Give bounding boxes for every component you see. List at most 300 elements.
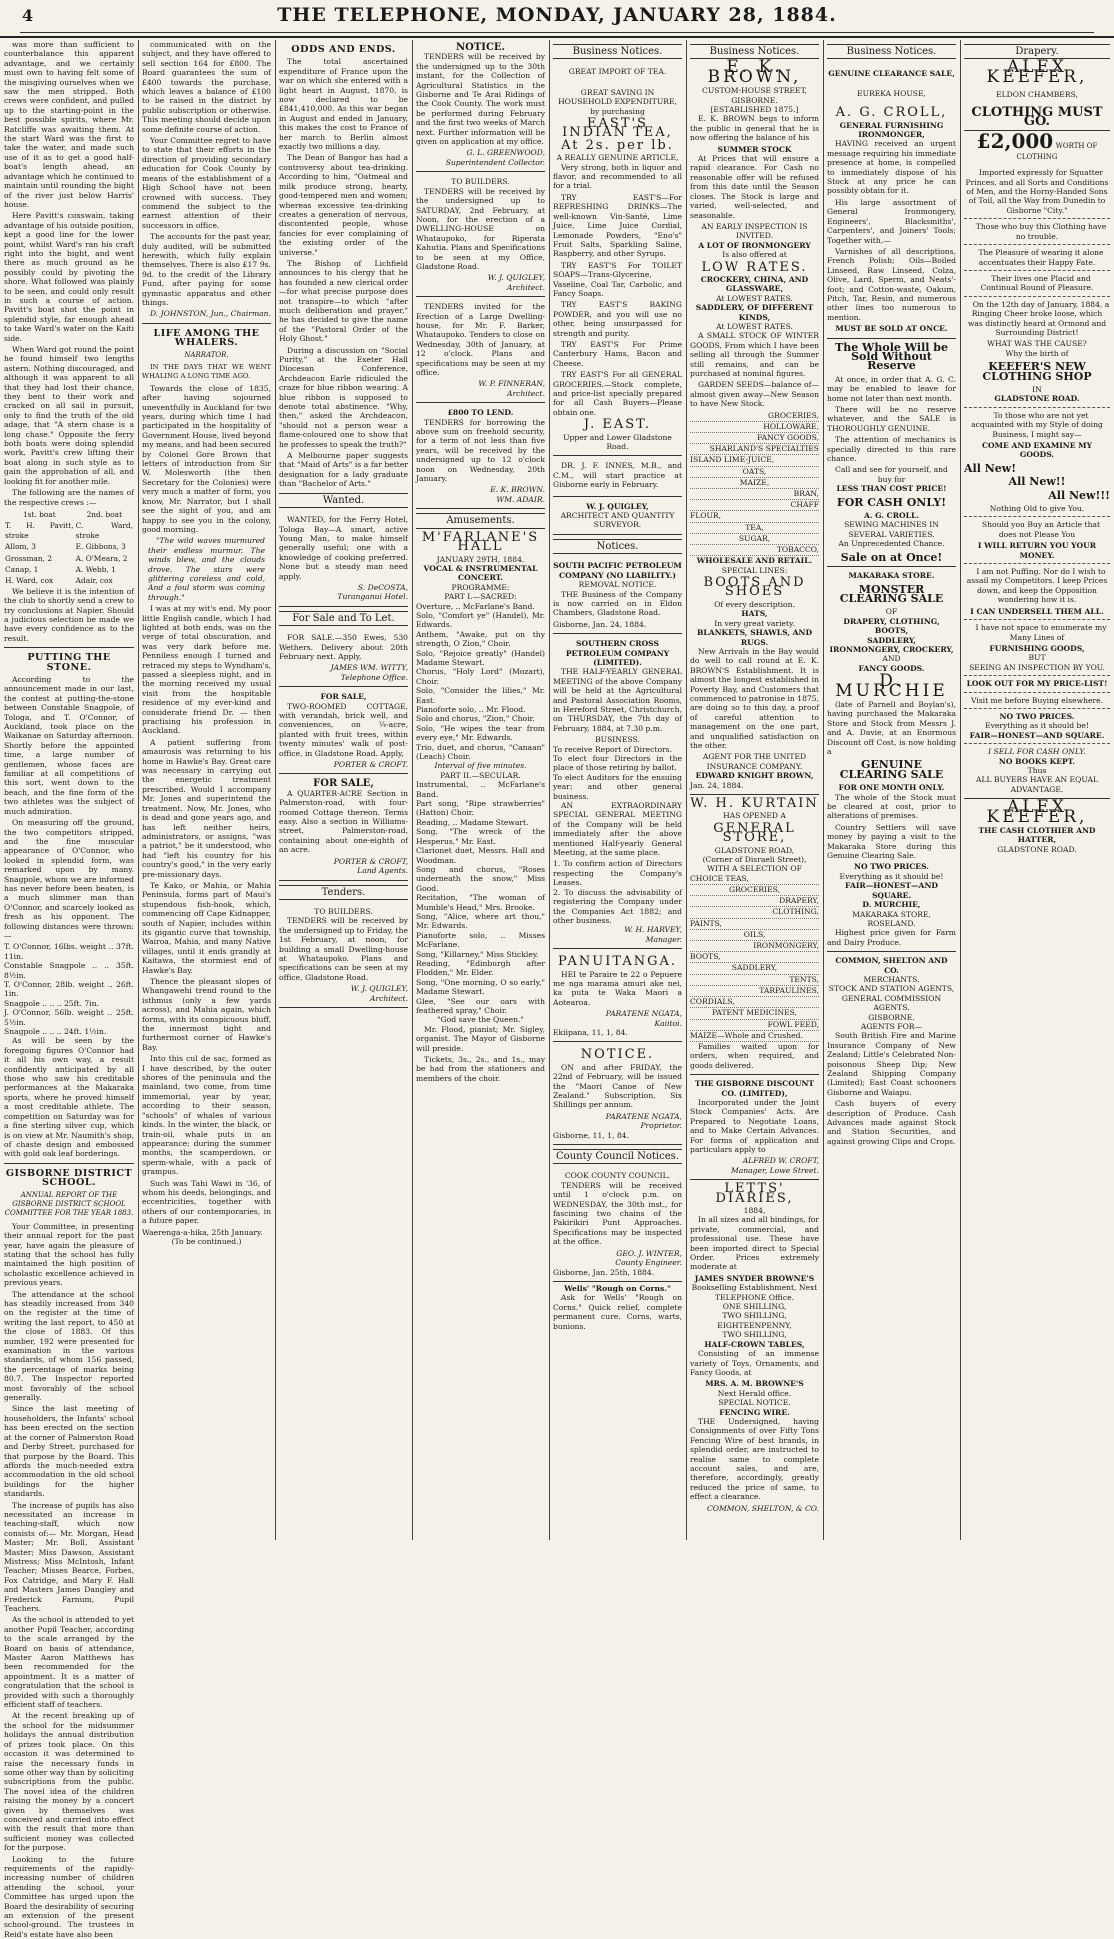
ad-item: To elect Auditors for the ensuing year; and other general business. [553, 772, 682, 801]
article-paragraph: Your Committee, in presenting their annual report for the past year, have again the pleasure of stating that the school has fully maintained the high position of scholastic excellence achieved in previous years. [4, 1221, 134, 1288]
ad-text: TRY EAST'S For TOILET SOAPS—Trans-Glycerine, Vaseline, Coal Tar, Carbolic, and Fancy Soaps. [553, 260, 682, 298]
ad-subheading: THE CASH CLOTHIER AND HATTER, [978, 826, 1096, 845]
goods-item: ISLAND LIME-JUICE, [690, 455, 819, 466]
programme-item: Reading, "Edinburgh after Flodden," Mr. Elder. [416, 958, 545, 978]
goods-item: TEA, [690, 523, 819, 534]
ad-headline: All New! [964, 461, 1017, 475]
masthead [0, 0, 1114, 38]
article-headline: LIFE AMONG THE WHALERS. [153, 327, 260, 349]
ad-text: (late of Parnell and Boylan's), having purchased the Makaraka Store and Stock from Messrs J. and A. Davie, at an Enormous Discount off Cost, is now holding a [827, 699, 956, 756]
ad-text: TWO-ROOMED COTTAGE, with verandah, brick well, and conveniences, on ¼-acre, planted with fruit trees, within twenty minutes' walk of post-office, in Gladstone Road. Apply, [279, 701, 408, 758]
crew-cell: A. Webb, 1 [75, 564, 116, 574]
article-paragraph: A patient suffering from amaurosis was returning to his home in Hawke's Bay. Great care was necessary in carrying out the energetic treatment prescribed. Would I accompany Mr. Jones and superintend the treatment. Now, Mr. Jones, who is dead and gone years ago, and has left neither heirs, administrators, or assigns, "was a patriot," be it understood, who had "left his country for his country's good," in the very early pre-missionary days. [142, 737, 271, 879]
classified-ad [279, 776, 408, 880]
ad-heading: SADDLERY, OF DIFFERENT KINDS, [695, 303, 814, 322]
goods-item: SHARLAND'S SPECIALTIES [690, 444, 819, 455]
section-header: Tenders. [279, 885, 408, 900]
ad-signature: W. J. QUIGLEY, [487, 273, 545, 283]
ad-heading: GLADSTONE ROAD. [994, 394, 1080, 404]
ad-text: TENDERS for borrowing the above sum on freehold security, for a term of not less than five years, will be received by the undersigned up to 12 o'clock noon on Wednesday, 20th January. [416, 417, 545, 484]
ad-heading: FOR SALE, [313, 778, 374, 790]
ad-text: FOR SALE.—350 Ewes, 530 Wethers. Delivery about 20th February next. Apply, [279, 633, 408, 661]
column-5 [553, 40, 682, 1540]
ad-headline: EAST'S INDIAN TEA, [562, 116, 673, 141]
article-paragraph: IN THE DAYS THAT WE WENT WHALING A LONG TIME AGO. [142, 363, 271, 381]
goods-item: TARPAULINES, [690, 986, 819, 997]
classified-ad [553, 558, 682, 634]
classified-ad [553, 951, 682, 1042]
article-paragraph: At the recent breaking up of the school for the midsummer holidays the annual distribution of prizes took place. On this occasion it was determined to raise the necessary funds in some other way than by soliciting subscriptions from the public. The novel idea of the children raising the money by a concert given by themselves was conceived and carried into effect with the result that more than sufficient money was collected for the purpose. [4, 1711, 134, 1853]
ad-text: GENERAL COMMISSION AGENTS. [841, 993, 942, 1013]
throw-result: T. O'Connor, 16lbs. weight .. 37ft. 11in. [4, 942, 134, 961]
ad-subheading: BUSINESS. [595, 735, 640, 745]
ad-text: Imported expressly for Squatter Princes, and all Sorts and Conditions of Men, and the Horny-Handed Sons of Toil, all the Way from Dunedin to Gisborne "City." [965, 168, 1109, 215]
ad-headline: GENUINE CLEARANCE SALE, [828, 69, 955, 79]
programme-item: Song, "Killarney," Miss Stickley. [416, 949, 539, 959]
crew-cell: E. Gibbons, 3 [75, 542, 126, 552]
goods-item: SADDLERY, [690, 963, 819, 974]
classified-ad [553, 458, 682, 496]
ad-heading: FOR SALE, [320, 692, 367, 702]
ad-heading: FURNISHING GOODS, [989, 643, 1085, 653]
ad-price: £2,000 [976, 129, 1054, 154]
ad-heading: BLANKETS, SHAWLS, AND RUGS. [696, 628, 813, 647]
ad-text: STOCK AND STATION AGENTS, [828, 984, 955, 994]
ad-text: THE Business of the Company is now carried on in Eldon Chambers, Gladstone Road. [553, 589, 682, 618]
programme-item: Glee, "See our oars with feathered spray," Choir. [416, 996, 545, 1015]
ad-signature: W. P. FINNERAN, [478, 379, 545, 389]
concert-date: JANUARY 29TH, 1884. [436, 554, 525, 564]
ad-subheading: AGENTS FOR— [860, 1021, 923, 1031]
goods-item: OATS, [690, 467, 819, 478]
goods-list [690, 874, 819, 1042]
ad-signature: W. H. HARVEY, [624, 925, 682, 935]
ad-heading: LOW RATES. [701, 259, 808, 275]
section-header: Business Notices. [690, 44, 819, 59]
ad-text: I have not space to enumerate my Many Lines of [975, 623, 1107, 642]
masthead-rule [20, 32, 1094, 33]
crew-cell: C. Ward, stroke [75, 521, 133, 540]
dateline: Waerenga-a-hika, 25th January. [142, 1227, 263, 1237]
ad-text: At Prices that will ensure a rapid clearance. For Cash no reasonable offer will be refused from this date until the Season closes. The Stock is large and varied, well-selected, and seasonable. [690, 154, 819, 220]
ad-text: SEEING AN INSPECTION BY YOU. [969, 662, 1105, 672]
section-header: Drapery. [964, 44, 1110, 59]
programme-item: Clarionet duet, Messrs. Hall and Woodman. [416, 846, 545, 865]
ad-text: Ask for Wells' "Rough on Corns." Quick relief, complete permanent cure. Corns, warts, bunions. [553, 1293, 682, 1331]
ad-text: GARDEN SEEDS—balance of—almost given away—New Season to have New Stock. [690, 380, 819, 409]
ad-heading: I WILL RETURN YOU YOUR MONEY. [977, 541, 1097, 560]
section-header: Notices. [553, 539, 682, 554]
ad-heading: BOOTS AND SHOES [703, 575, 806, 600]
article-paragraph: The increase of pupils has also necessitated an increase in teaching-staff, which now consists of:— Mr. Morgan, Head Master; Mr. Boll, Assistant Master; Miss Dawson, Assistant Mistress; Miss McIntosh, Infant Teacher; Misses Bearce, Forbes, Fox Catridge, and Mary F. Hall and Masters James Dangley and Frederick Farnum, Pupil Teachers. [4, 1500, 134, 1613]
article-paragraph: Since the last meeting of householders, the Infants' school has been erected on the section at the corner of Palmerston Road and Derby Street, purchased for that purpose by the Board. This affords the much-needed extra accommodation in the old school buildings for the higher standards. [4, 1404, 134, 1499]
ad-text: ARCHITECT AND QUANTITY SURVEYOR. [560, 511, 675, 530]
ad-item: To elect four Directors in the place of those retiring by ballot. [553, 754, 682, 773]
ad-heading: FANCY GOODS. [858, 663, 925, 673]
ad-heading: HATS, [741, 609, 768, 619]
section-header: Amusements. [416, 513, 545, 528]
ad-text: Incorporated under the Joint Stock Companies' Acts. Are Prepared to Negotiate Loans, and to Make Certain Advances. For forms of application and particulars apply to [690, 1097, 819, 1154]
programme-item: Recitation, "The woman of Mumble's Head," Mrs. Brooke. [416, 893, 545, 912]
ad-heading: COOK COUNTY COUNCIL. [564, 1171, 671, 1181]
ad-signature: Telephone Office. [340, 672, 408, 682]
ad-heading: THE GISBORNE DISCOUNT CO. (LIMITED), [694, 1079, 815, 1098]
crew-table [4, 509, 134, 587]
ad-text: AN EXTRAORDINARY SPECIAL GENERAL MEETING of the Company will be held immediately after the above mentioned Half-yearly General Meeting, at the same place. [553, 801, 682, 858]
ad-date: Jan. 24, 1884. [690, 780, 744, 790]
ad-text: There will be no reserve whatever, and the SALE is THOROUGHLY GENUINE. [827, 405, 956, 433]
ad-signature: J. EAST. [583, 417, 652, 433]
crew-cell: H. Ward, cox [5, 576, 54, 586]
divider [964, 244, 1110, 245]
ad-text: THE Undersigned, having Consignments of over Fifty Tons Fencing Wire of best brands, in splendid order, are instructed to realise same to complete account sales, and are, therefore, accordingly, greatly reduced the price of same, to effect a clearance. [690, 1416, 819, 1502]
ad-subheading: CUSTOM-HOUSE STREET, GISBORNE. [702, 86, 807, 105]
divider [964, 619, 1110, 620]
ad-heading: JAMES SNYDER BROWNE'S [694, 1273, 815, 1283]
ad-date: Gisborne, Jan. 24, 1884. [553, 619, 647, 629]
ad-text: Those who buy this Clothing have no trouble. [975, 222, 1107, 241]
ad-text: Cash buyers of every description of Produce. Cash Advances made against Stock and Station Securities, and against growing Clips and Crops. [827, 1099, 956, 1146]
ad-signature: W. J. QUIGLEY, [350, 984, 408, 994]
divider [964, 218, 1110, 219]
programme-item: Solo, "Rejoice greatly" (Handel) Madame Stewart. [416, 648, 545, 667]
ad-text: AND [882, 654, 901, 664]
divider [690, 1179, 819, 1180]
ad-text: Visit me before Buying elsewhere. [970, 695, 1104, 705]
goods-item: GROCERIES, [690, 885, 819, 896]
ad-heading: HALF-CROWN TABLES, [704, 1339, 805, 1349]
ad-signature: A. G. CROLL. [864, 511, 919, 521]
ad-heading: TO BUILDERS. [314, 906, 373, 916]
ad-signature: COMMON, SHELTON, & CO. [706, 1503, 819, 1513]
ad-text: THE HALF-YEARLY GENERAL MEETING of the above Company will be held at the Agricultural and Pastoral Association Rooms, in Hereford Street, Christchurch, on THURSDAY, the 7th day of February, 1884, at 7.30 p.m. [553, 667, 682, 733]
ad-heading: GENERAL STORE, [713, 820, 796, 846]
ad-signature: D. MURCHIE, [862, 900, 921, 910]
ad-headline: Sale on at Once! [840, 550, 943, 564]
ad-signature: Turanganui Hotel. [337, 592, 408, 602]
classified-ad [416, 40, 545, 172]
divider [827, 338, 956, 339]
goods-item: FANCY GOODS, [690, 433, 819, 444]
ad-signature: Manager, Lowe Street. [730, 1165, 819, 1175]
ad-signature: Architect. [370, 993, 408, 1003]
article-paragraph: The attendance at the school has steadily increased from 340 on the register at the time of writing the last report, to 450 at the close of 1883. Of this number, 192 were presented for examination in the various standards, of whom 156 passed, the percentage of marks being 80.7. The Inspector reported most favorably of the school generally. [4, 1289, 134, 1403]
article-paragraph: We believe it is the intention of the club to shortly send a crew to try conclusions at Napier. Should a judicious selection be made we have every confidence as to the result. [4, 586, 134, 643]
ad-text: (Corner of Disraeli Street), [702, 855, 807, 865]
article-paragraph: As will be seen by the foregoing figures O'Connor had it all his own way, a result confidently anticipated by all those who saw his creditable performances at the Makaraka sports, where he proved himself a most creditable athlete. The competition on Saturday was for a fine sterling silver cup, which is on view at Mr. Naumith's shop, of chaste design and embossed with gold oak leaf borderings. [4, 1036, 134, 1159]
ad-text: New Arrivals in the Bay would do well to call round at E. K. BROWN'S Establishment. It is almost the longest established in Poverty Bay, and Customers that commenced to patronise in 1875, are doing so to this day, a proof of careful attention to management on the one part, and unqualified satisfaction on the other. [690, 646, 819, 750]
programme-label: PROGRAMME: [451, 582, 510, 592]
ad-heading: A LOT OF IRONMONGERY [698, 240, 811, 250]
article-paragraph: The Bishop of Lichfield announces to his clergy that he has founded a new clerical order—for what precise purpose does not transpire—to which "after much deliberation and prayer," he has decided to give the name of the "Pastoral Order of the Holy Ghost." [279, 258, 408, 344]
page-number: 4 [22, 6, 34, 25]
ad-text: ALL BUYERS HAVE AN EQUAL ADVANTAGE. [975, 775, 1099, 794]
column-rule [412, 40, 413, 1540]
divider [4, 1163, 134, 1164]
ad-signature: JAMES WM. WITTY, [330, 663, 408, 673]
programme-item: Instrumental, .. McFarlane's Band. [416, 780, 545, 799]
column-7 [827, 40, 956, 1540]
ad-signature: S. DeCOSTA, [357, 582, 408, 592]
crew-cell: Grossman, 2 [5, 553, 53, 563]
ad-text: Thus [1027, 765, 1047, 775]
article-paragraph: As the school is attended to yet another Pupil Teacher, according to the scale arranged by the Board on basis of attendance, Master Aaron Matthews has been recommended for the appointment. It is a matter of congratulation that the school is provided with such a thoroughly efficient staff of teachers. [4, 1615, 134, 1710]
ad-heading: FOR ONE MONTH ONLY. [838, 783, 945, 793]
ad-heading: LOOK OUT FOR MY PRICE-LIST! [966, 679, 1108, 689]
goods-item: CORDIALS, [690, 997, 819, 1008]
article-paragraph: Such was Tahi Wawi in '36, of whom his deeds, belongings, and eccentricities, together with others of our contemporaries, in a future paper. [142, 1178, 271, 1226]
goods-item: DRAPERY, [690, 896, 819, 907]
ad-text: Next Herald office. [717, 1388, 792, 1398]
ad-headline: LETTS' DIARIES, [715, 1181, 794, 1206]
ad-text: E. K. BROWN begs to inform the public in general that he is now offering the balance of his [690, 114, 819, 143]
programme-item: Overture, .. McFarlane's Band. [416, 601, 535, 611]
ad-signature: Proprietor. [640, 1121, 682, 1131]
ad-text: At LOWEST RATES. [716, 293, 793, 303]
ad-text: In all sizes and all bindings, for private, commercial, and professional use. These have been imported direct to Special Order. Prices extremely moderate at [690, 1215, 819, 1272]
ad-text: South British Fire and Marine Insurance Company of New Zealand; Little's Celebrated Non-poisonous Sheep Dip; New Zealand Shipping Company (Limited); East Coast schooners Gisborne and Waiapu. [827, 1031, 956, 1097]
concert-note: Tickets, 3s., 2s., and 1s., may be had from the stationers and members of the choir. [416, 1055, 545, 1083]
ad-heading: NOTICE. [580, 1047, 655, 1063]
ad-headline: E. K. BROWN, [707, 57, 802, 87]
programme-item: Solo, "Consider the lilies," Mr. East. [416, 686, 545, 705]
goods-list [690, 411, 819, 557]
ad-date: Ekiipana, 11, 1, 84. [553, 1027, 628, 1037]
goods-item: HOLLOWARE, [690, 422, 819, 433]
ad-text: TENDERS will be received by the undersigned up to Friday, the 1st February, at noon, for building a small Dwelling-house at Whataupoko. Plans and specifications can be seen at my office, Gladstone Road. [279, 916, 408, 982]
programme-item: "God save the Queen." [437, 1015, 524, 1025]
goods-item: IRONMONGERY, [690, 941, 819, 952]
ad-subheading: SPECIAL NOTICE. [718, 1398, 791, 1408]
ad-address: Upper and Lower Gladstone Road. [563, 432, 672, 452]
ad-text: ON and after FRIDAY, the 22nd of February, will be issued the "Maori Canoe of New Zealand." Subscription, Six Shillings per annum. [553, 1062, 682, 1110]
programme-item: Song, "The wreck of the Hesperus," Mr. East. [416, 827, 545, 846]
divider [964, 296, 1110, 297]
throw-result: Constable Snagpole .. .. 35ft. 8½in. [4, 961, 134, 980]
ad-heading: I SELL FOR CASH ONLY. [988, 747, 1086, 757]
ad-heading: SADDLERY, [867, 635, 916, 645]
ad-subheading: WHAT WAS THE CAUSE? [987, 339, 1087, 349]
ad-heading: SUMMER STOCK [717, 144, 792, 154]
ad-text: SEWING MACHINES IN SEVERAL VARIETIES. [844, 520, 939, 539]
classified-ad [553, 499, 682, 535]
ad-text: GISBORNE. [868, 1012, 915, 1022]
ad-signature: PARATENE NGATA, [605, 1009, 682, 1019]
ad-text: TRY EAST'S BAKING POWDER, and you will use no other, being unsurpassed for strength and purity. [553, 300, 682, 338]
section-header: Business Notices. [553, 44, 682, 59]
article-paragraph: The total ascertained expenditure of France upon the war on which she entered with a light heart in August, 1870, is now declared to be £841,410,000. As this war began in August and ended in January, this makes the cost to France of her march to Berlin almost exactly two millions a day. [279, 57, 408, 152]
ad-signature: Manager. [645, 934, 682, 944]
ad-item: 1. To confirm action of Directors respecting the Company's Leases. [553, 859, 682, 888]
ad-headline: The Whole Will be Sold Without Reserve [835, 340, 948, 373]
ad-text: GLADSTONE ROAD. [997, 844, 1077, 854]
ad-subheading: [ESTABLISHED 1875.] [710, 105, 799, 115]
price-item: TWO SHILLING, [722, 1330, 787, 1340]
ad-headline: FOR CASH ONLY! [836, 495, 947, 509]
ad-subheading: AGENT FOR THE UNITED INSURANCE COMPANY. [702, 752, 807, 771]
ad-text: BUT [1028, 653, 1046, 663]
divider [964, 407, 1110, 408]
classified-ad [553, 1168, 682, 1281]
ad-signature: E. K. BROWN. [490, 485, 545, 495]
ad-text: Everything as it should be! [839, 871, 944, 881]
programme-item: Chorus, "Holy Lord" (Mozart), Choir. [416, 667, 545, 686]
article-paragraph: When Ward got round the point he found himself two lengths astern. Nothing discouraged, and although it was apparent to all that they had lost their chance, they bent to their work and cracked on all sail in pursuit, only to find the truth of the old adage, that "A stern chase is a long chase." Opposite the ferry both boats were doing splendid work, Pavitt's crew lifting their boat along in such style as to gain the approbation of all, and looking fit for another mile. [4, 345, 134, 486]
goods-item: TOBACCO, [690, 545, 819, 556]
ad-subheading: AN EARLY INSPECTION IS INVITED. [701, 221, 808, 241]
article-paragraph: Looking to the future requirements of the rapidly-increasing number of children attending the school, your Committee has urged upon the Board the desirability of securing an extension of the present school-ground. The trustees in Reid's estate have also been [4, 1854, 134, 1939]
ad-item: To receive Report of Directors. [553, 744, 672, 754]
programme-item: Anthem, "Awake, put on thy strength, O Zion," Choir. [416, 629, 545, 649]
ad-text: WITH A SELECTION OF [707, 864, 802, 874]
concert-title: VOCAL & INSTRUMENTAL CONCERT. [423, 563, 538, 583]
ad-text: TRY EAST'S—For REFRESHING DRINKS—The well-known Vin-Santé, Lime Juice, Lime Juice Cordial, Lemonade Powders, "Eno's" Fruit Salts, Sparkling Saline, Raspberry, and other Syrups. [553, 192, 682, 259]
programme-item: Pianoforte solo, .. Misses McFarlane. [416, 930, 545, 950]
ad-heading: TO BUILDERS. [451, 177, 510, 187]
article-paragraph: communicated with on the subject, and they have offered to sell section 164 for £800. The Board guarantees the sum of £400 towards the purchase, which leaves a balance of £100 to be raised in the district by public subscription or otherwise. This meeting should decide upon some definite course of action. [142, 40, 271, 134]
ad-text: His large assortment of General Ironmongery, Engineers', Blacksmiths', Carpenters', and Joiners' Tools; Together with,— [827, 197, 956, 245]
article-paragraph: Your Committee regret to have to state that their efforts in the direction of providing secondary education for Cook County by means of the establishment of a High School have not been crowned with success. They commend the subject to the earnest attention of their successors in office. [142, 136, 271, 230]
ad-heading: NO BOOKS KEPT. [998, 756, 1076, 766]
ad-text: MAKARAKA STORE, ROSELAND. [852, 909, 931, 928]
ad-text: The attention of mechanics is specially directed to this rare chance. [827, 435, 956, 464]
divider [827, 951, 956, 952]
ad-headline: W. H. KURTAIN [690, 796, 819, 812]
throw-result: Snagpole .. .. .. 25ft. 7in. [4, 998, 99, 1008]
programme-part: PART I.—SACRED: [444, 592, 517, 602]
ad-headline: COMMON, SHELTON AND CO. [835, 956, 948, 975]
programme-item: Reading, .. Madame Stewart. [416, 817, 529, 827]
classified-ad [279, 630, 408, 687]
ad-heading: FAIR—HONEST—AND SQUARE. [969, 730, 1105, 740]
classified-ad [553, 1044, 682, 1145]
ad-text: GLADSTONE ROAD, [714, 845, 795, 855]
price-item: ONE SHILLING, [722, 1302, 787, 1312]
ad-subheading: ELDON CHAMBERS, [996, 90, 1078, 100]
divider [142, 323, 271, 324]
ad-text: Everything as it should be! [985, 721, 1089, 731]
ad-date: Gisborne, 11, 1, 84. [553, 1130, 629, 1140]
goods-item: MAIZE, [690, 478, 819, 489]
classified-ad [416, 174, 545, 297]
ad-text: TRY EAST'S For Prime Canterbury Hams, Bacon and Cheese. [553, 339, 682, 368]
ad-text: Nothing Old to give You. [989, 504, 1085, 514]
divider [964, 675, 1110, 676]
crew-header: 1st. boat [22, 509, 56, 519]
programme-item: Song, "Alice, where art thou," Mr. Edwards. [416, 911, 545, 931]
ad-heading: £800 TO LEND. [447, 408, 514, 418]
divider [964, 516, 1110, 517]
ad-text: The Pleasure of wearing it alone accentuates their Happy Fate. [978, 248, 1104, 267]
classified-ad [279, 512, 408, 607]
ad-text: TENDERS invited for the Erection of a Large Dwelling-house, for Mr. F. Barker, Whataupoko. Tenders to close on Wednesday, 30th of January, at 12 o'clock. Plans and specifications may be seen at my office. [416, 302, 545, 377]
column-rule [275, 40, 276, 1540]
column-rule [549, 40, 550, 1540]
ad-headline: D. MURCHIE [835, 671, 948, 701]
article-paragraph: Towards the close of 1835, after having sojourned uneventfully in Auckland for two years, during which time I had participated in the hospitality of Government House, lived beyond my means, and had been secured by Colonel Gore Brown that letters of introduction from Sir W. Molesworth (the then Secretary for the Colonies) were very much a matter of form, you know, Mr. Narrator, but I shall see the sight of you, and am happy to see you in the colony, good morning. [142, 383, 271, 534]
article-quote: "The wild waves murmured their endless murmur. The winds blew, and the clouds drove. The stars were glittering careless and cold, And a foul storm was coming through." [148, 536, 265, 602]
divider [827, 566, 956, 567]
ad-headline: MONSTER CLEARING SALE [839, 582, 944, 605]
ad-text: Their lives one Placid and Continual Round of Pleasure. [980, 273, 1094, 293]
section-header: Business Notices. [827, 44, 956, 59]
ad-heading: MRS. A. M. BROWNE'S [705, 1379, 804, 1389]
goods-item: SUGAR, [690, 534, 819, 545]
ad-text: TENDERS will be received by the undersigned up to the 30th instant, for the Collection of Agricultural Statistics in the Gisborne and Te Arai Ridings of the Cook County. The work must be performed during February and the first two weeks of March next. Further information will be given on application at my office. [416, 52, 545, 147]
ad-heading: COME AND EXAMINE MY GOODS. [981, 441, 1093, 460]
programme-item: Pianoforte solo, .. Mr. Flood. [416, 705, 526, 714]
ad-heading: GREAT IMPORT OF TEA. [568, 67, 667, 77]
ad-heading: SOUTHERN CROSS PETROLEUM COMPANY (LIMITED). [565, 639, 670, 667]
column-rule [138, 40, 139, 1540]
ad-tagline: A REALLY GENUINE ARTICLE, [556, 153, 679, 163]
ad-heading: I CAN UNDERSELL THEM ALL. [970, 606, 1104, 616]
column-3 [279, 40, 408, 1540]
article-headline: GISBORNE DISTRICT SCHOOL. [5, 1167, 133, 1189]
ad-text: The whole of the Stock must be cleared at cost, prior to alterations of premises. [827, 792, 956, 821]
divider [964, 270, 1110, 271]
ad-subheading: SPECIAL LINES: [721, 565, 788, 575]
continued-note: (To be continued.) [171, 1236, 242, 1246]
ad-heading: SOUTH PACIFIC PETROLEUM COMPANY (NO LIABILITY.) [553, 561, 682, 580]
goods-item: FOWL FEED, [690, 1020, 819, 1031]
price-item: EIGHTEENPENNY, [717, 1320, 792, 1330]
ad-heading: IRONMONGERY, CROCKERY, [829, 644, 954, 654]
ad-text: Consisting of an immense variety of Toys, Ornaments, and Fancy Goods, at [690, 1349, 819, 1377]
article-paragraph: A Melbourne paper suggests that "Maid of Arts" is a far better designation for a lady graduate than "Bachelor of Arts." [279, 451, 408, 489]
ad-signature: PORTER & CROFT, [333, 856, 408, 866]
goods-item: GROCERIES, [690, 411, 819, 422]
column-rule [823, 40, 824, 1540]
goods-item: CHOICE TEAS, [690, 874, 819, 885]
goods-item: BRAN, [690, 489, 819, 500]
article-subhead: NARRATOR. [184, 350, 229, 359]
ad-heading: MUST BE SOLD AT ONCE. [835, 324, 948, 334]
ad-heading: LESS THAN COST PRICE! [836, 484, 947, 494]
ad-signature: Superintendent Collector. [445, 157, 545, 167]
ad-text: A QUARTER-ACRE Section in Palmerston-road, with four-roomed Cottage thereon. Terms easy. Also a section in Williams-street, Palmerston-road, containing about one-eighth of an acre. [279, 788, 408, 855]
programme-item: Solo, "Comfort ye" (Handel), Mr. Edwards. [416, 610, 545, 630]
article-headline: PUTTING THE STONE. [27, 652, 111, 673]
ad-signature: PORTER & CROFT. [333, 760, 408, 770]
ad-text: An Unprecedented Chance. [838, 539, 945, 549]
article-headline: ODDS AND ENDS. [291, 44, 396, 55]
divider [964, 708, 1110, 709]
ad-headline: KEEFER'S NEW CLOTHING SHOP [982, 360, 1092, 383]
classified-ad [553, 636, 682, 949]
ad-headline: A. G. CROLL, [835, 105, 948, 121]
ad-text: Varnishes of all descriptions, French Polish; Oils—Boiled Linseed, Raw Linseed, Colza, Olive, Lard, Sperm, and Neats'-foot; and Cotton-waste, Oakum, Pitch, Tar, Resin, and numerous other lines too numerous to mention. [827, 246, 956, 322]
ad-price: At 2s. per lb. [561, 137, 674, 153]
ad-text: Families waited upon for orders, when required, and goods delivered. [690, 1041, 819, 1070]
crew-cell: A. O'Meara, 2 [75, 553, 128, 563]
divider [690, 794, 819, 795]
article-paragraph: Te Kako, or Mahia, or Mahia Peninsula, forms part of Maui's stupendous fish-hook, which, commencing off Cape Kidnapper, south of Napier, includes within its gigantic curve that township, Wairoa, Mahia, and many Native villages, until it ends grandly at Kaitawa, the stormiest end of Hawke's Bay. [142, 880, 271, 975]
ad-text: Of every description. [714, 599, 795, 609]
hall-name: M'FARLANE'S HALL [421, 529, 540, 555]
newspaper-title: THE TELEPHONE, MONDAY, JANUARY 28, 1884. [277, 4, 837, 26]
ad-signature: WM. ADAIR. [496, 494, 545, 504]
ad-heading: WHOLESALE AND RETAIL. [696, 556, 813, 566]
goods-item: CLOTHING, [690, 907, 819, 918]
divider [964, 743, 1110, 744]
ad-headline: GENUINE CLEARING SALE [839, 758, 944, 781]
goods-item: TENTS, [690, 975, 819, 986]
crew-header: 2nd. boat [86, 509, 123, 519]
classified-ad [279, 689, 408, 774]
column-rule [960, 40, 961, 1540]
ad-signature: GEO. J. WINTER, [616, 1248, 682, 1258]
